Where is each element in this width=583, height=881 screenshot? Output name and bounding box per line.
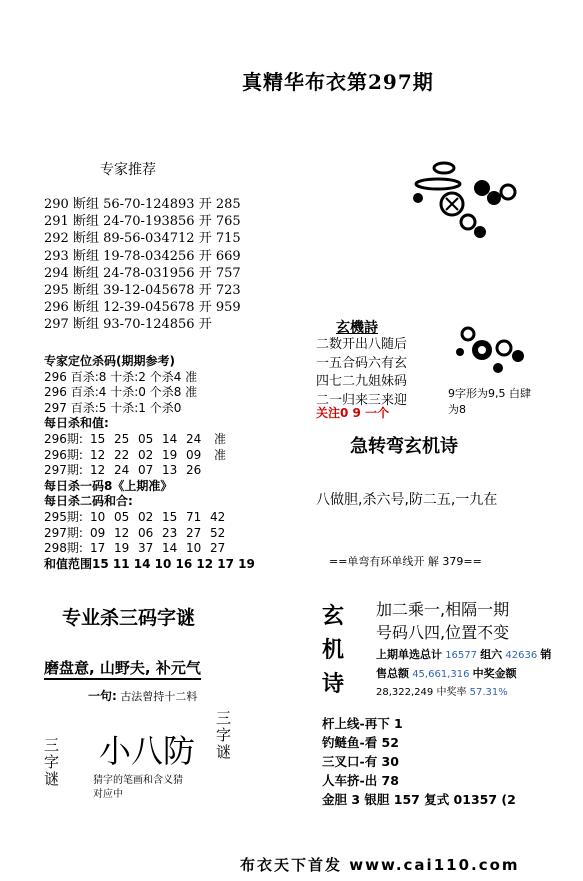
number-cell: 07 (138, 463, 154, 478)
number-cell: 19 (114, 541, 130, 556)
pair-heading: 每日杀二码和合: (44, 494, 133, 509)
daily-row (44, 432, 255, 448)
pair-row (44, 526, 255, 542)
poem-line: 四七二九姐妹码 (316, 374, 408, 389)
stats-value: 28,322,249 (376, 687, 434, 698)
tip-line: 钓鲢鱼-看 52 (322, 735, 399, 750)
stats-label: 上期单选总计 (376, 648, 442, 661)
number-cell: 27 (210, 541, 226, 556)
hit-tag: 准 (214, 447, 227, 462)
number-cell: 19 (162, 447, 178, 462)
tip-line: 人车挤-出 78 (322, 773, 399, 788)
daily-row (44, 448, 255, 464)
group-row: 295 断组 39-12-045678 开 723 (44, 283, 241, 299)
kill-row: 297 百杀:5 十杀:1 个杀0 (44, 400, 182, 415)
xuanji-verse (376, 598, 509, 644)
pair-row (44, 510, 255, 526)
verse-line: 号码八四,位置不变 (376, 623, 510, 642)
stats-value: 45,661,316 (412, 669, 470, 680)
group-row: 291 断组 24-70-193856 开 765 (44, 214, 241, 230)
kill-row: 296 百杀:8 十杀:2 个杀4 准 (44, 369, 198, 384)
badan-line: 八做胆,杀六号,防二五,一九在 (316, 492, 498, 508)
focus-values: 0 9 (340, 406, 361, 420)
group-row: 297 断组 93-70-124856 开 (44, 317, 212, 333)
tip-line: 三叉口-有 30 (322, 754, 399, 769)
xuanji-poem (316, 336, 407, 410)
number-cell: 26 (186, 463, 202, 478)
focus-label: 关注 (316, 406, 341, 420)
poem-line: 一五合码六有玄 (316, 355, 408, 371)
riddle-tag-right: 三字谜 (216, 709, 232, 761)
number-cell: 24 (186, 431, 202, 446)
sum-numbers: 15 11 14 10 16 12 17 19 (92, 556, 255, 571)
page-title: 真精华布衣第297期 (242, 70, 434, 94)
stats-label: 中奖率 (436, 687, 467, 698)
stats-row (376, 646, 551, 665)
riddle-sentence (88, 687, 197, 704)
period-label: 297期: (44, 463, 83, 478)
single-wave-line: ==单弯有环单线开 解 379== (329, 555, 482, 568)
daily-kill: 每日杀一码8《上期准》 (44, 478, 173, 493)
expert-group-list (44, 196, 241, 334)
brand-logo-top (408, 158, 520, 242)
number-cell: 25 (114, 431, 130, 446)
group-row: 296 断组 12-39-045678 开 959 (44, 300, 241, 316)
stats-value: 57.31% (469, 687, 508, 698)
number-cell: 05 (114, 509, 130, 524)
riddle-tag-left: 三字谜 (44, 736, 60, 788)
number-cell: 23 (162, 525, 178, 540)
poem-line: 二数开出八随后 (316, 337, 408, 352)
stats-row (376, 684, 551, 702)
period-label: 298期: (44, 541, 83, 556)
xuanji-focus (316, 404, 389, 421)
poem-line: 二一归来三来迎 (316, 392, 408, 408)
brand-logo-mid (452, 324, 532, 380)
number-cell: 12 (90, 447, 106, 462)
xuanji-big-label: 玄机诗 (322, 604, 345, 697)
pair-row (44, 541, 255, 557)
stats-label: 中奖金额 (472, 667, 517, 680)
hit-tag (214, 463, 234, 479)
number-cell: 71 (186, 509, 202, 524)
footer-credit: 布衣天下首发 www.cai110.com (240, 856, 520, 874)
group-row: 294 断组 24-78-031956 开 757 (44, 265, 241, 281)
tips-list (322, 714, 516, 809)
number-cell: 37 (138, 541, 154, 556)
number-cell: 22 (114, 447, 130, 462)
number-cell: 10 (90, 509, 106, 524)
side-note: 9字形为9,5 白肆为8 (448, 387, 531, 416)
riddle-words (44, 657, 201, 678)
xuanji-heading: 玄機詩 (336, 320, 378, 336)
number-cell: 52 (210, 525, 226, 540)
riddle-note (93, 774, 203, 802)
riddle-words-text: 磨盘意, 山野夫, 补元气 (44, 659, 201, 680)
sales-stats (376, 646, 551, 702)
number-cell: 15 (90, 431, 106, 446)
number-cell: 06 (138, 525, 154, 540)
stats-value: 16577 (445, 650, 477, 661)
number-cell: 02 (138, 447, 154, 462)
period-label: 296期: (44, 447, 83, 462)
number-cell: 13 (162, 463, 178, 478)
riddle-puzzle: 小八防 (99, 732, 196, 770)
hit-tag: 准 (214, 431, 227, 446)
riddle-note-line: 对应中 (93, 789, 123, 800)
stats-row (376, 665, 551, 684)
focus-tail: 一个 (365, 406, 390, 420)
sentence-text: 古法曾持十二料 (120, 690, 198, 703)
stats-value: 42636 (505, 650, 538, 661)
tip-line: 杆上线-再下 1 (322, 716, 403, 731)
number-cell: 10 (186, 541, 202, 556)
number-cell: 14 (162, 431, 178, 446)
group-row: 290 断组 56-70-124893 开 285 (44, 197, 241, 212)
number-cell: 02 (138, 509, 154, 524)
group-row: 293 断组 19-78-034256 开 669 (44, 248, 241, 264)
riddle-note-line: 猜字的笔画和含义猜 (93, 775, 183, 786)
number-cell: 42 (210, 509, 226, 524)
daily-heading: 每日杀和值: (44, 416, 109, 431)
stats-label: 销 (540, 648, 552, 661)
number-cell: 09 (90, 525, 106, 540)
period-label: 297期: (44, 525, 83, 540)
stats-label: 组六 (480, 648, 503, 661)
group-row: 292 断组 89-56-034712 开 715 (44, 231, 241, 247)
number-cell: 09 (186, 447, 202, 462)
number-cell: 17 (90, 541, 106, 556)
number-cell: 24 (114, 463, 130, 478)
number-cell: 05 (138, 431, 154, 446)
tip-line: 金胆 3 银胆 157 复式 01357 (2 (322, 792, 516, 807)
kill-row: 296 百杀:4 十杀:0 个杀8 准 (44, 385, 198, 400)
kill-heading: 专家定位杀码(期期参考) (44, 354, 175, 368)
number-cell: 12 (114, 525, 130, 540)
number-cell: 12 (90, 463, 106, 478)
kill-block (44, 354, 255, 572)
riddle-heading: 专业杀三码字谜 (62, 607, 196, 629)
sum-label: 和值范围 (44, 556, 93, 571)
riddle-poem-heading: 急转弯玄机诗 (350, 436, 458, 457)
number-cell: 27 (186, 525, 202, 540)
stats-label: 售总额 (376, 667, 409, 680)
expert-heading: 专家推荐 (100, 162, 156, 178)
number-cell: 15 (162, 509, 178, 524)
daily-row (44, 463, 255, 479)
period-label: 295期: (44, 509, 83, 524)
sentence-label: 一句: (88, 689, 117, 703)
verse-line: 加二乘一,相隔一期 (376, 600, 510, 619)
sum-range (44, 557, 255, 573)
number-cell: 14 (162, 541, 178, 556)
period-label: 296期: (44, 431, 83, 446)
